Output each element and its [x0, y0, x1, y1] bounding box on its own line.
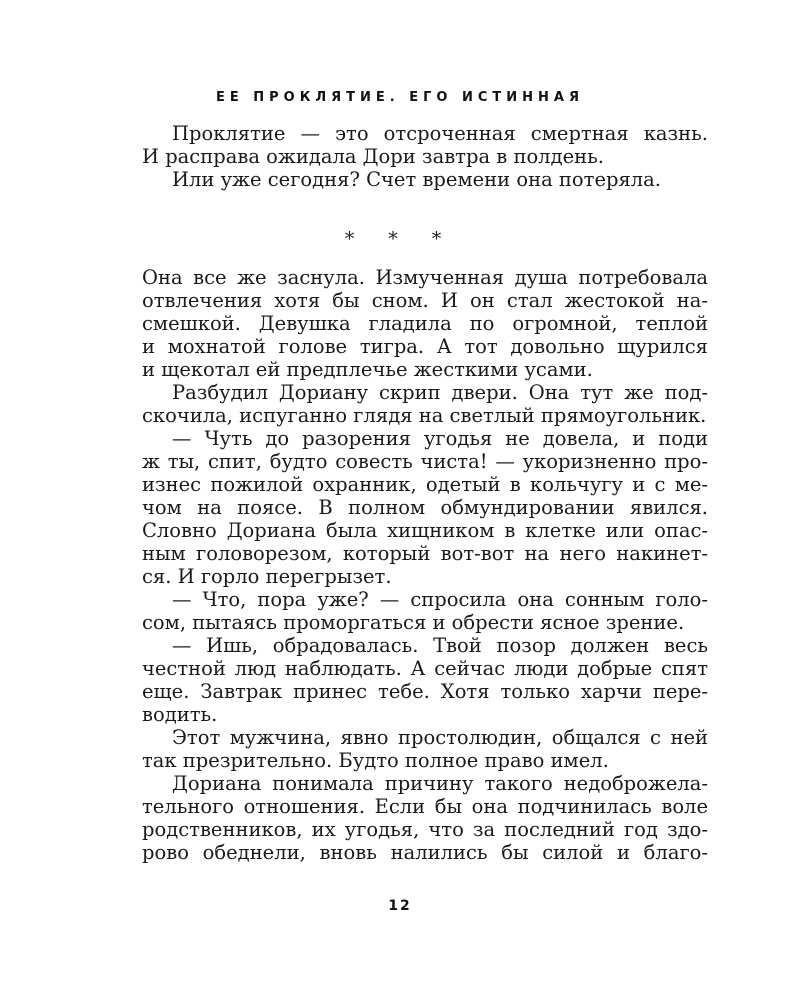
text-line: родственников, их угодья, что за последний год здо- [142, 818, 708, 841]
text-line: Словно Дориана была хищником в клетке или опас- [142, 519, 708, 542]
text-line: рово обеднели, вновь налились бы силой и благо- [142, 841, 708, 864]
text-line: изнес пожилой охранник, одетый в кольчугу и с ме- [142, 473, 708, 496]
main-paragraphs [142, 266, 708, 864]
text-line: и мохнатой голове тигра. А тот довольно щурился [142, 335, 708, 358]
text-line: честной люд наблюдать. А сейчас люди добрые спят [142, 657, 708, 680]
text-line: Она все же заснула. Измученная душа потребовала [142, 266, 708, 289]
section-separator: * * * [344, 228, 456, 250]
text-line: чом на поясе. В полном обмундировании явился. [142, 496, 708, 519]
running-title: ЕЕ ПРОКЛЯТИЕ. ЕГО ИСТИННАЯ [215, 90, 584, 105]
text-line: Разбудил Дориану скрип двери. Она тут же под- [172, 381, 708, 404]
text-line: и щекотал ей предплечье жесткими усами. [142, 358, 593, 381]
text-line: Проклятие — это отсроченная смертная казнь. [172, 122, 708, 145]
text-line: ж ты, спит, будто совесть чиста! — укоризненно про- [142, 450, 708, 473]
text-line: сом, пытаясь проморгаться и обрести ясное зрение. [142, 611, 685, 634]
page-number: 12 [388, 898, 412, 914]
text-line: Или уже сегодня? Счет времени она потеряла. [172, 168, 661, 191]
text-line: — Что, пора уже? — спросила она сонным голо- [172, 588, 708, 611]
text-line: — Ишь, обрадовалась. Твой позор должен весь [172, 634, 708, 657]
text-line: отвлечения хотя бы сном. И он стал жестокой на- [142, 289, 708, 312]
text-line: тельного отношения. Если бы она подчинилась воле [142, 795, 708, 818]
text-line: так презрительно. Будто полное право имел. [142, 749, 609, 772]
text-line: ным головорезом, который вот-вот на него накинет- [142, 542, 708, 565]
text-line: Дориана понимала причину такого недоброжела- [172, 772, 708, 795]
text-line: ся. И горло перегрызет. [142, 565, 392, 588]
opening-paragraphs [142, 122, 708, 191]
text-line: И расправа ожидала Дори завтра в полдень. [142, 145, 604, 168]
text-line: Этот мужчина, явно простолюдин, общался с ней [172, 726, 708, 749]
text-line: смешкой. Девушка гладила по огромной, теплой [142, 312, 708, 335]
text-line: — Чуть до разорения угодья не довела, и поди [172, 427, 708, 450]
text-line: водить. [142, 703, 218, 726]
text-line: скочила, испуганно глядя на светлый прямоугольник. [142, 404, 707, 427]
text-line: еще. Завтрак принес тебе. Хотя только харчи пере- [142, 680, 708, 703]
